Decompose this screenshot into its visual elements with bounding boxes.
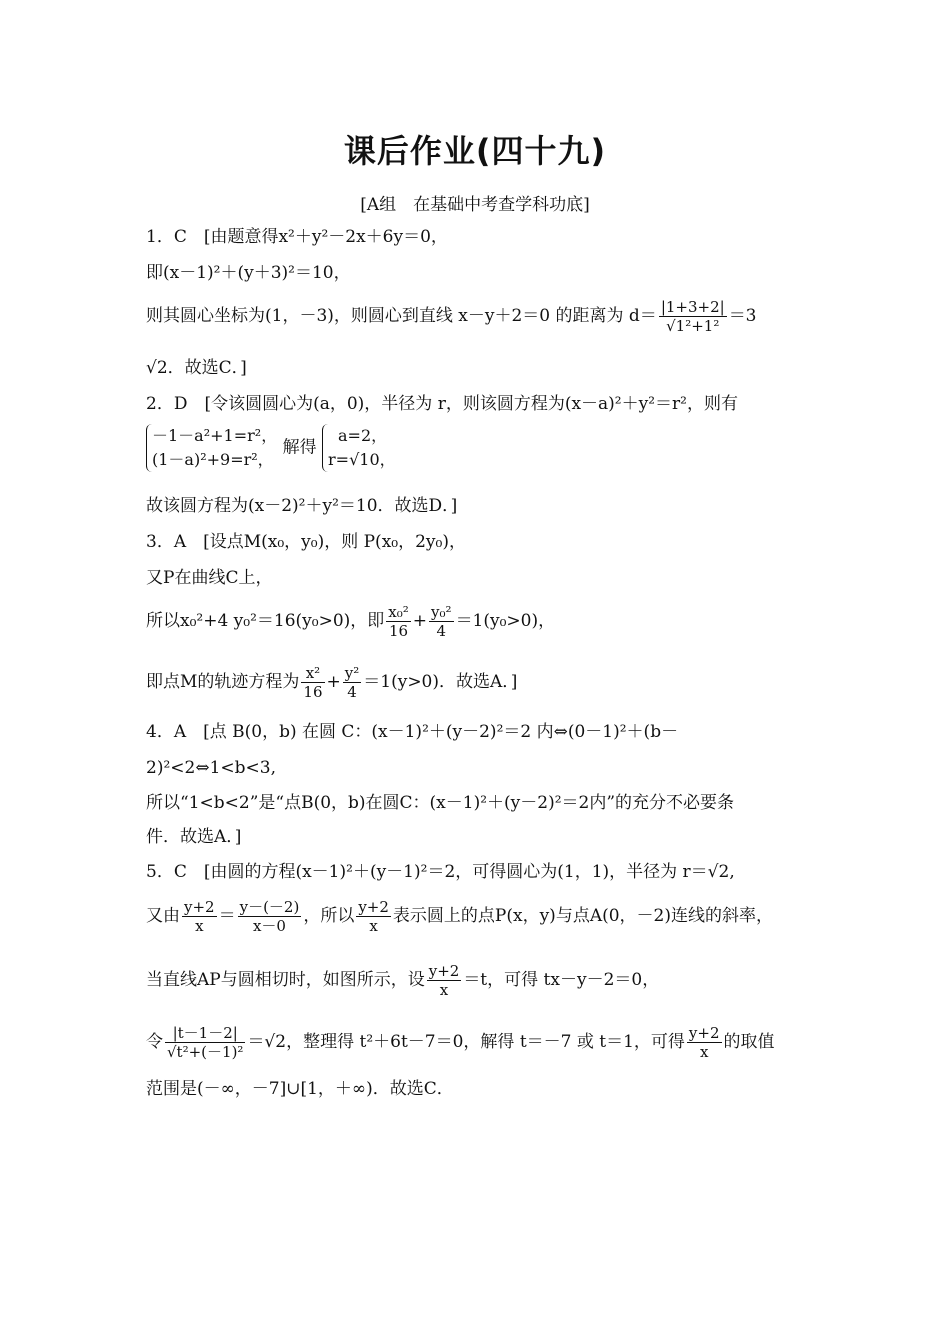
solution-system <box>322 424 396 472</box>
slope-3-den: x <box>369 917 378 935</box>
q4-line-1: 4．A [点 B(0，b) 在圆 C：(x－1)²＋(y－2)²＝2 内⇔(0－1)²＋(b－ <box>146 722 679 742</box>
fraction-y <box>343 664 362 701</box>
equation-system <box>146 424 277 472</box>
q4-line-2: 2)²<2⇔1<b<3, <box>146 758 276 778</box>
tangent-num: y+2 <box>428 962 460 980</box>
page-title: 课后作业(四十九) <box>343 132 607 170</box>
tangent-fraction <box>427 962 462 999</box>
q3-line-3-end: ＝1(y₀>0)， <box>455 611 556 631</box>
q1-line-3 <box>146 298 811 335</box>
slope-2-den: x－0 <box>252 917 286 935</box>
q5-line-2 <box>146 898 811 935</box>
q1-line-4: √2．故选C．] <box>146 358 247 378</box>
fraction-x0-den: 16 <box>389 622 409 640</box>
fraction-x0 <box>386 603 411 640</box>
q1-line-1: 1．C [由题意得x²＋y²－2x＋6y＝0， <box>146 227 448 247</box>
fraction-y0-den: 4 <box>436 622 447 640</box>
q2-line-1: 2．D [令该圆圆心为(a，0)，半径为 r，则该圆方程为(x－a)²＋y²＝r²，则有 <box>146 394 738 414</box>
q5-line-4 <box>146 1024 811 1061</box>
q4-line-3: 所以“1<b<2”是“点B(0，b)在圆C：(x－1)²＋(y－2)²＝2内”的充分不必要条 <box>146 793 735 813</box>
fraction-x0-num: x₀² <box>388 603 409 621</box>
q1-line-2: 即(x－1)²＋(y＋3)²＝10， <box>146 263 351 283</box>
q5-line-4-end: 的取值 <box>723 1032 775 1052</box>
fraction-y0-num: y₀² <box>431 603 452 621</box>
distance-t-num: |t－1－2| <box>165 1024 245 1043</box>
q3-line-3 <box>146 603 811 640</box>
q5-line-5: 范围是(－∞，－7]∪[1，＋∞)．故选C． <box>146 1079 454 1099</box>
distance-fraction-t <box>165 1024 245 1061</box>
q5-line-3-text: 当直线AP与圆相切时，如图所示，设 <box>146 970 425 990</box>
range-fraction <box>687 1024 722 1061</box>
system-eq-2: (1－a)²+9=r²， <box>152 450 274 469</box>
q5-line-2-text: 又由 <box>146 906 180 926</box>
slope-fraction-2 <box>238 898 302 935</box>
solution-2: r=√10， <box>328 450 396 469</box>
tangent-den: x <box>439 981 449 999</box>
solution-1: a=2， <box>338 426 388 445</box>
equals-sign: ＝ <box>218 906 236 926</box>
q3-line-2: 又P在曲线C上， <box>146 568 273 588</box>
fraction-x <box>301 664 324 701</box>
fraction-y-num: y² <box>344 664 360 682</box>
q3-line-3-text: 所以x₀²+4 y₀²＝16(y₀>0)，即 <box>146 611 385 631</box>
q3-line-4 <box>146 664 811 701</box>
slope-1-den: x <box>195 917 204 935</box>
slope-fraction-3 <box>356 898 391 935</box>
q5-line-4-text: 令 <box>146 1032 163 1052</box>
solve-text: 解得 <box>282 437 317 458</box>
plus-sign: + <box>412 611 428 631</box>
q3-line-4-end: ＝1(y>0)．故选A．] <box>363 672 518 692</box>
q3-line-1: 3．A [设点M(x₀，y₀)，则 P(x₀，2y₀)， <box>146 532 466 552</box>
distance-fraction <box>659 298 727 335</box>
q5-line-3 <box>146 962 811 999</box>
q4-line-4: 件．故选A．] <box>146 827 242 847</box>
q1-line-3-end: ＝3 <box>728 306 757 326</box>
range-den: x <box>699 1043 709 1061</box>
system-eq-1: －1－a²+1=r²， <box>152 426 278 445</box>
q2-system <box>146 424 811 472</box>
q5-line-3-end: ＝t，可得 tx－y－2＝0， <box>463 970 660 990</box>
fraction-x-num: x² <box>301 664 324 683</box>
section-heading: [A组 在基础中考查学科功底] <box>360 195 590 215</box>
q5-line-1: 5．C [由圆的方程(x－1)²＋(y－1)²＝2，可得圆心为(1，1)，半径为 r＝√2, <box>146 862 735 882</box>
slope-1-num: y+2 <box>184 898 215 916</box>
q5-line-4-mid: ＝√2，整理得 t²＋6t－7＝0，解得 t＝－7 或 t＝1，可得 <box>247 1032 685 1052</box>
distance-t-den: √t²+(－1)² <box>167 1043 244 1061</box>
q2-line-3: 故该圆方程为(x－2)²＋y²＝10．故选D．] <box>146 496 458 516</box>
fraction-y0 <box>429 603 454 640</box>
q5-line-2-mid: ，所以 <box>303 906 355 926</box>
slope-fraction-1 <box>182 898 217 935</box>
distance-denominator: √1²+1² <box>666 317 720 335</box>
fraction-y-den: 4 <box>347 683 357 701</box>
distance-numerator: |1+3+2| <box>660 298 725 316</box>
slope-2-num: y－(－2) <box>239 898 300 916</box>
plus-sign-2: + <box>326 672 341 692</box>
q1-line-3-text: 则其圆心坐标为(1，－3)，则圆心到直线 x－y＋2＝0 的距离为 d＝ <box>146 306 657 326</box>
fraction-x-den: 16 <box>303 683 323 701</box>
q3-line-4-text: 即点M的轨迹方程为 <box>146 672 300 692</box>
q5-line-2-end: 表示圆上的点P(x，y)与点A(0，－2)连线的斜率， <box>392 906 773 926</box>
slope-3-num: y+2 <box>358 898 389 916</box>
range-num: y+2 <box>688 1024 720 1042</box>
